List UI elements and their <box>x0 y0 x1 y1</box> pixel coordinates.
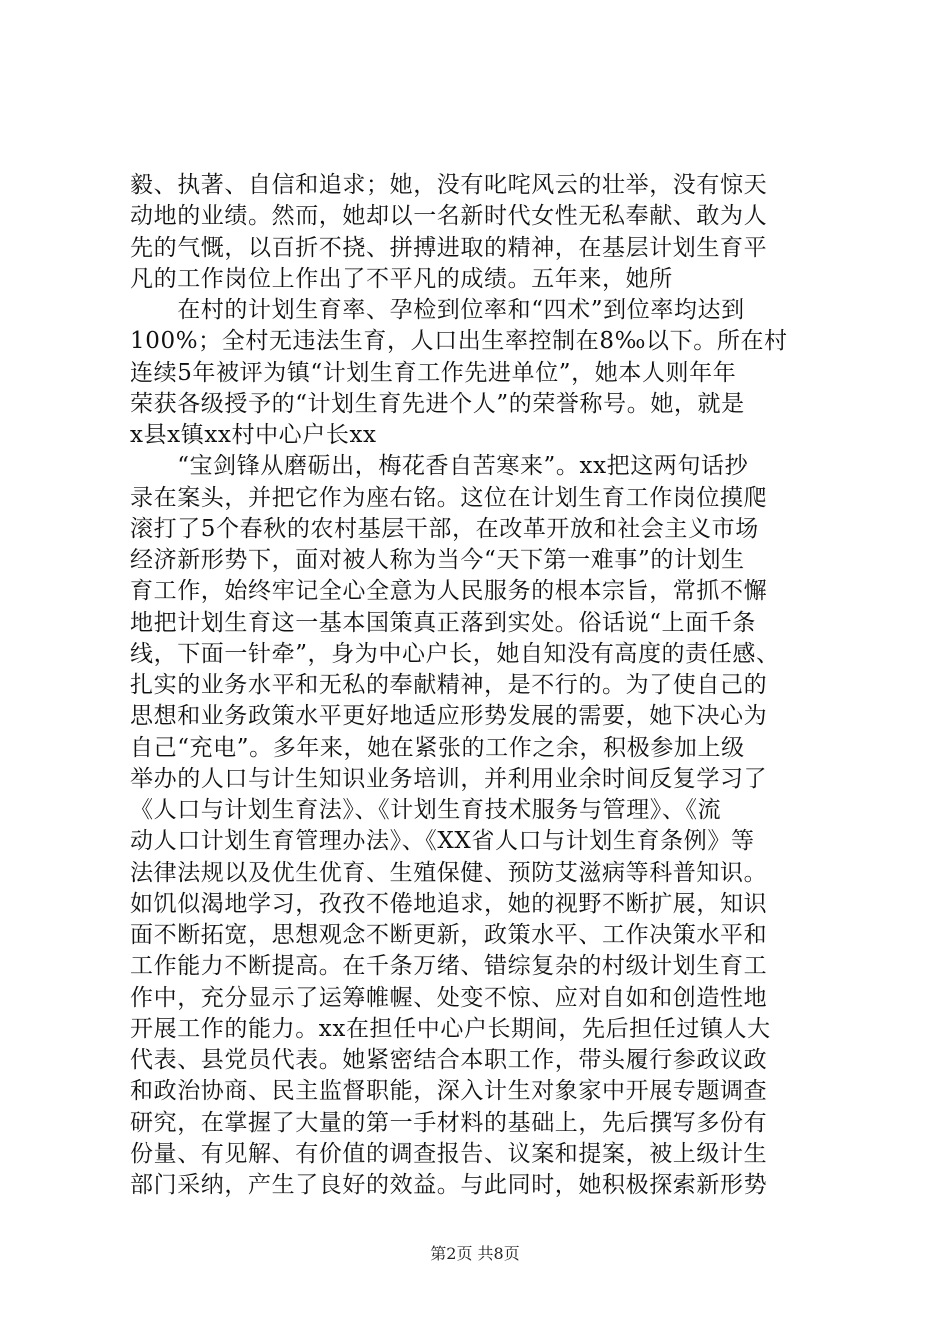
text-line: 和政治协商、民主监督职能，深入计生对象家中开展专题调查 <box>130 1078 768 1105</box>
text-line: 荣获各级授予的“计划生育先进个人”的荣誉称号。她，就是 <box>130 390 745 417</box>
text-line: 扎实的业务水平和无私的奉献精神，是不行的。为了使自己的 <box>130 672 768 698</box>
text-line: 录在案头，并把它作为座右铭。这位在计划生育工作岗位摸爬 <box>130 484 768 511</box>
text-line: 作中，充分显示了运筹帷幄、处变不惊、应对自如和创造性地 <box>130 984 768 1011</box>
text-line: x县x镇xx村中心户长xx <box>130 422 377 448</box>
text-line: 线，下面一针牵”，身为中心户长，她自知没有高度的责任感、 <box>130 640 780 667</box>
text-line: 育工作，始终牢记全心全意为人民服务的根本宗旨，常抓不懈 <box>130 578 768 605</box>
page-footer: 第2页 共8页 <box>430 1244 520 1263</box>
text-line: 先的气慨，以百折不挠、拼搏进取的精神，在基层计划生育平 <box>130 234 768 261</box>
text-line: 开展工作的能力。xx在担任中心户长期间，先后担任过镇人大 <box>130 1015 771 1042</box>
text-line: 份量、有见解、有价值的调查报告、议案和提案，被上级计生 <box>130 1140 768 1167</box>
text-line: 毅、执著、自信和追求；她，没有叱咤风云的壮举，没有惊天 <box>130 172 768 198</box>
text-line: 研究，在掌握了大量的第一手材料的基础上，先后撰写多份有 <box>130 1109 768 1136</box>
text-line: 动地的业绩。然而，她却以一名新时代女性无私奉献、敢为人 <box>130 203 768 230</box>
text-line: 滚打了5个春秋的农村基层干部，在改革开放和社会主义市场 <box>130 515 759 542</box>
text-line: 部门采纳，产生了良好的效益。与此同时，她积极探索新形势 <box>130 1172 768 1198</box>
text-line: 100%；全村无违法生育，人口出生率控制在8‰以下。所在村 <box>130 328 788 355</box>
text-line: 自己“充电”。多年来，她在紧张的工作之余，积极参加上级 <box>130 734 745 761</box>
text-line: 经济新形势下，面对被人称为当今“天下第一难事”的计划生 <box>130 547 745 573</box>
text-line: 地把计划生育这一基本国策真正落到实处。俗话说“上面千条 <box>130 609 756 636</box>
text-line: 如饥似渴地学习，孜孜不倦地追求，她的视野不断扩展，知识 <box>130 890 768 917</box>
body-text <box>130 170 830 1201</box>
text-line: 凡的工作岗位上作出了不平凡的成绩。五年来，她所 <box>130 265 673 292</box>
text-line: 举办的人口与计生知识业务培训，并利用业余时间反复学习了 <box>130 765 768 792</box>
text-line: 工作能力不断提高。在千条万绪、错综复杂的村级计划生育工 <box>130 953 768 980</box>
text-line: 连续5年被评为镇“计划生育工作先进单位”，她本人则年年 <box>130 359 737 386</box>
text-line: 面不断拓宽，思想观念不断更新，政策水平、工作决策水平和 <box>130 922 768 948</box>
text-line: 法律法规以及优生优育、生殖保健、预防艾滋病等科普知识。 <box>130 859 768 886</box>
text-line: 代表、县党员代表。她紧密结合本职工作，带头履行参政议政 <box>130 1047 768 1073</box>
text-line: 动人口计划生育管理办法》、《XX省人口与计划生育条例》等 <box>130 828 755 855</box>
text-line: 《人口与计划生育法》、《计划生育技术服务与管理》、《流 <box>130 797 722 823</box>
text-line: “宝剑锋从磨砺出，梅花香自苦寒来”。xx把这两句话抄 <box>130 453 749 480</box>
text-line: 思想和业务政策水平更好地适应形势发展的需要，她下决心为 <box>130 703 768 730</box>
text-line: 在村的计划生育率、孕检到位率和“四术”到位率均达到 <box>130 297 745 323</box>
